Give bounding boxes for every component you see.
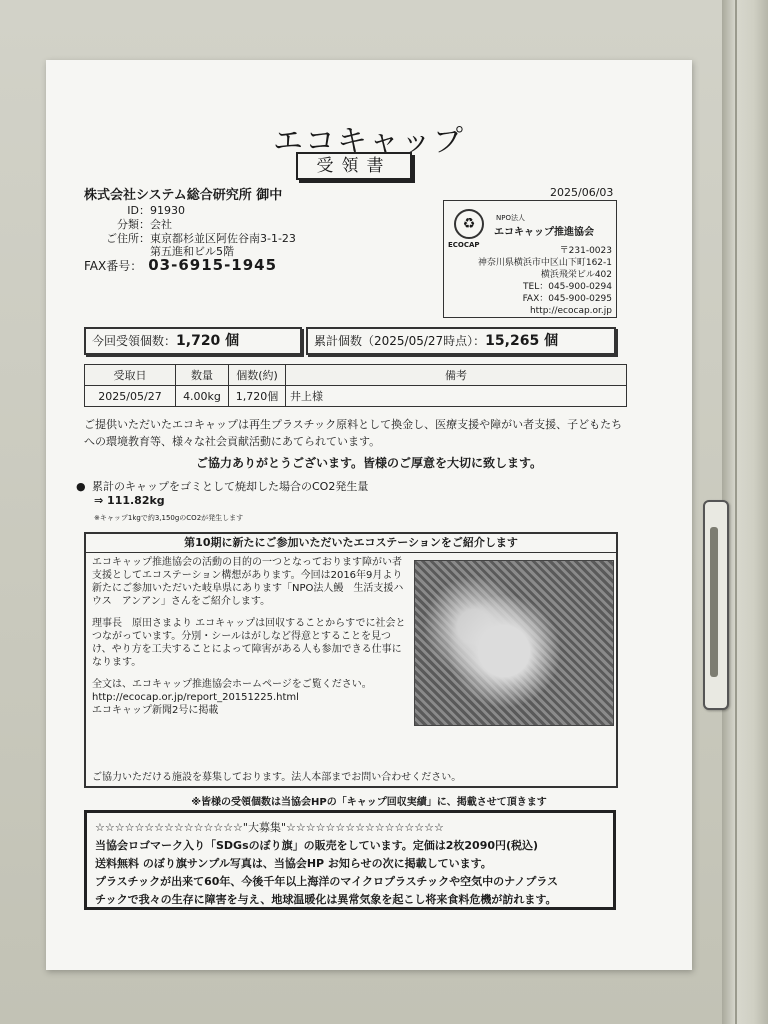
issue-date: 2025/06/03 [550,186,614,199]
recruit-box [84,810,616,910]
latch-handle [710,527,718,677]
category-label: 分類： [117,218,150,231]
org-fax: FAX：045-900-0295 [522,294,612,304]
recycle-logo-icon: ♻ [454,209,484,239]
header-date: 受取日 [85,365,176,386]
eco-station-footer: ご協力いただける施設を募集しております。法人本部までお問い合わせください。 [92,772,462,783]
cell-date: 2025/05/27 [85,386,176,407]
eco-station-box [84,532,618,788]
eco-station-text [92,556,408,717]
category-value: 会社 [150,218,172,231]
usage-paragraph: ご提供いただいたエコキャップは再生プラスチック原料として換金し、医療支援や障がい者支援、子どもたちへの環境教育等、様々な社会貢献活動にあてられています。 [84,418,623,448]
header-quantity: 数量 [176,365,229,386]
total-count-label: 累計個数（2025/05/27時点）： [314,334,486,348]
total-count-value: 15,265 個 [485,333,559,349]
thanks-message: ご協力ありがとうございます。皆様のご厚意を大切に致します。 [195,456,543,470]
org-tel: TEL：045-900-0294 [523,282,612,292]
eco-paragraph-4: エコキャップ新聞2号に掲載 [92,705,219,716]
cell-quantity: 4.00kg [176,386,229,407]
receipt-table [84,364,627,407]
eco-paragraph-1: エコキャップ推進協会の活動の目的の一つとなっております障がい者支援としてエコステーション構想があります。今回は2016年9月より新たにご参加いただいた岐阜県にあります「NPO法人鰻 生活支援ハウス アンアン」さんをご紹介します。 [92,557,404,607]
cell-remarks: 井上様 [286,386,627,407]
recruit-line-1: ☆☆☆☆☆☆☆☆☆☆☆☆☆☆☆"大募集"☆☆☆☆☆☆☆☆☆☆☆☆☆☆☆☆ [95,821,444,834]
fax-value: 03-6915-1945 [148,256,278,274]
receipt-paper [46,60,692,970]
address-label: ご住所： [106,232,150,245]
this-count-label: 今回受領個数： [92,334,177,348]
org-url: http://ecocap.or.jp [529,306,612,316]
total-count-box [306,327,616,355]
org-postal: 〒231-0023 [559,246,612,256]
recruit-line-3: 送料無料 のぼり旗サンプル写真は、当協会HP お知らせの次に掲載しています。 [95,857,492,870]
org-address [478,245,612,317]
header-remarks: 備考 [286,365,627,386]
cell-count: 1,720個 [229,386,286,407]
address-line2: 第五進和ビル5階 [150,245,234,258]
org-address2: 横浜飛栄ビル402 [540,270,612,280]
co2-note: ※キャップ1kgで約3,150gのCO2が発生します [94,514,244,522]
recruit-line-4: プラスチックが出来て60年、今後千年以上海洋のマイクロプラスチックや空気中のナノプラス [95,875,559,888]
bottle-caps-photo [414,560,614,726]
fax-label: FAX番号： [84,259,143,273]
this-count-box [84,327,302,355]
door-latch [703,500,729,710]
document-subtitle: 受領書 [296,152,412,180]
organization-box [443,200,617,318]
recruit-line-5: チックで我々の生存に障害を与え、地球温暖化は異常気象を起こし将来食料危機が訪れます。 [95,893,557,906]
recruit-line-2: 当協会ロゴマーク入り「SDGsのぼり旗」の販売をしています。定価は2枚2090円(税込) [95,839,539,852]
org-logo-text: ECOCAP [448,241,480,249]
document-title: エコキャップ [273,124,465,159]
co2-bullet-text: 累計のキャップをゴミとして焼却した場合のCO2発生量 [92,480,369,493]
table-row [85,386,627,407]
recipient-company: 株式会社システム総合研究所 御中 [84,188,283,203]
eco-report-url: http://ecocap.or.jp/report_20151225.html [92,692,299,703]
co2-bullet [76,478,368,494]
publish-note: ※皆様の受領個数は当協会HPの「キャップ回収実績」に、掲載させて頂きます [191,797,547,808]
co2-value: ⇒ 111.82kg [94,494,165,507]
header-count: 個数(約) [229,365,286,386]
id-label: ID： [127,204,150,217]
bullet-icon: ● [76,480,86,493]
eco-station-title: 第10期に新たにご参加いただいたエコステーションをご紹介します [86,534,616,553]
eco-paragraph-3: 全文は、エコキャップ推進協会ホームページをご覧ください。 [92,679,372,690]
table-header-row [85,365,627,386]
id-value: 91930 [150,204,185,217]
eco-paragraph-2: 理事長 原田さまより エコキャップは回収することからすでに社会とつながっています。分別・シールはがしなど得意とすることを見つけ、やり方を工夫することによって障害がある人も参加できる仕事になります。 [92,618,406,668]
org-name: エコキャップ推進協会 [494,227,594,238]
address-line1: 東京都杉並区阿佐谷南3-1-23 [150,232,296,245]
org-address1: 神奈川県横浜市中区山下町162-1 [477,258,612,268]
this-count-value: 1,720 個 [176,333,240,349]
recipient-fax [84,256,277,274]
org-npo-label: NPO法人 [496,214,525,222]
door-seam [735,0,737,1024]
